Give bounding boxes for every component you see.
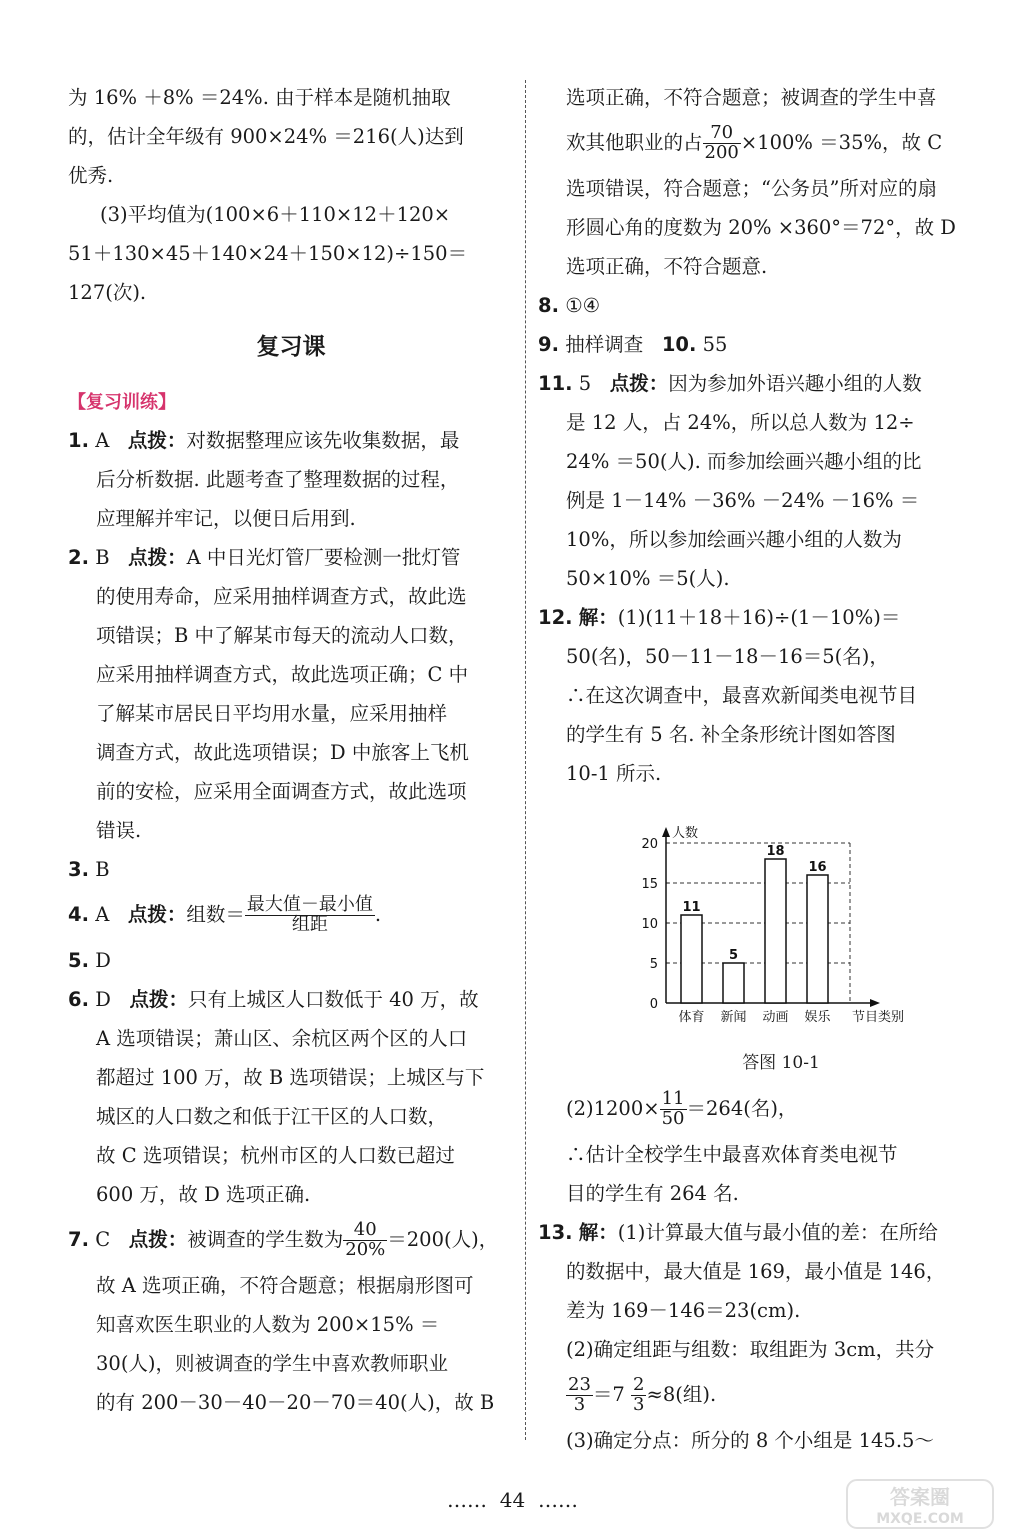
text-line: ∴在这次调查中，最喜欢新闻类电视节目 [566, 684, 918, 707]
text-line: 为 16% ＋8% ＝24%. 由于样本是随机抽取 [68, 86, 451, 109]
text-line: 10-1 所示. [566, 762, 662, 785]
page-number: 44 [499, 1488, 526, 1512]
fraction: $\frac{2}{3}$ [633, 1374, 645, 1415]
review-tag: 【复习训练】 [68, 392, 176, 413]
section-title: 复习课 [256, 334, 326, 360]
answer-5: 5. D [68, 949, 111, 972]
bar [723, 963, 744, 1003]
data-label: 16 [808, 860, 827, 875]
text-line: (3)平均值为(100×6＋110×12＋120× [100, 203, 451, 226]
text-line: (2)1200× $\frac{11}{50}$ ＝264(名)， [566, 1088, 798, 1129]
text-line: A 选项错误；萧山区、余杭区两个区的人口 [96, 1027, 468, 1050]
answer-3: 3. B [68, 858, 110, 881]
x-tick-label: 娱乐 [804, 1010, 831, 1025]
y-tick-label: 20 [641, 837, 658, 852]
fraction: $\frac{\text{最大值－最小值}}{\text{组距}}$ [246, 894, 373, 935]
data-label: 11 [682, 900, 701, 915]
chart-caption: 答图 10-1 [742, 1053, 820, 1073]
answer-9-10: 9. 抽样调查 10. 55 [538, 333, 728, 356]
answer-4: 4. A 点拨：组数＝ $\frac{\text{最大值－最小值}}{\text{组距}}$ . [68, 894, 382, 935]
text-line: 故 A 选项正确，不符合题意；根据扇形图可 [96, 1274, 474, 1297]
text-line: 的数据中，最大值是 169，最小值是 146， [566, 1260, 946, 1283]
text-line: 50(名)，50－11－18－16＝5(名)， [566, 645, 889, 668]
fraction: $\frac{70}{200}$ [704, 122, 739, 163]
y-tick-label: 10 [641, 917, 658, 932]
text-line: 应理解并牢记，以便日后用到. [96, 507, 356, 530]
text-line: 形圆心角的度数为 20% ×360°＝72°，故 D [566, 216, 956, 239]
bar [765, 859, 786, 1003]
watermark-logo [845, 1478, 995, 1530]
answer-12: 12. 解：(1)(11＋18＋16)÷(1－10%)＝ [538, 606, 901, 629]
y-tick-label: 15 [641, 877, 658, 892]
text-line: 51＋130×45＋140×24＋150×12)÷150＝ [68, 242, 468, 265]
text-line: 的学生有 5 名. 补全条形统计图如答图 [566, 723, 896, 746]
answer-11: 11. 5 点拨：因为参加外语兴趣小组的人数 [538, 372, 922, 395]
text-line: 是 12 人，占 24%，所以总人数为 12÷ [566, 411, 915, 434]
text-line: 应采用抽样调查方式，故此选项正确；C 中 [96, 663, 469, 686]
text-line: (2)确定组距与组数：取组距为 3cm，共分 [566, 1338, 935, 1361]
text-line: 了解某市居民日平均用水量，应采用抽样 [96, 702, 448, 725]
text-line: ∴估计全校学生中最喜欢体育类电视节 [566, 1143, 898, 1166]
text-line: 600 万，故 D 选项正确. [96, 1183, 311, 1206]
text-line: 选项正确，不符合题意. [566, 255, 768, 278]
right-column [538, 78, 984, 1460]
answer-8: 8. ①④ [538, 294, 601, 317]
text-line: 127(次). [68, 281, 147, 304]
text-line: 前的安检，应采用全面调查方式，故此选项 [96, 780, 467, 803]
answer-1: 1. A 点拨：对数据整理应该先收集数据，最 [68, 429, 460, 452]
bar [807, 875, 828, 1003]
text-line: 错误. [96, 819, 142, 842]
answer-2: 2. B 点拨：A 中日光灯管厂要检测一批灯管 [68, 546, 461, 569]
page-footer: …… 44 …… [447, 1488, 578, 1512]
text-line: 项错误；B 中了解某市每天的流动人口数， [96, 624, 468, 647]
text-line: 知喜欢医生职业的人数为 200×15% ＝ [96, 1313, 440, 1336]
fraction: $\frac{11}{50}$ [661, 1088, 685, 1129]
text-line: (3)确定分点：所分的 8 个小组是 145.5～ [566, 1429, 934, 1452]
text-line: 后分析数据. 此题考查了整理数据的过程， [96, 468, 460, 491]
text-line: 的有 200－30－40－20－70＝40(人)，故 B [96, 1391, 495, 1414]
text-line: 例是 1－14% －36% －24% －16% ＝ [566, 489, 920, 512]
bar [681, 915, 702, 1003]
text-line: 的使用寿命，应采用抽样调查方式，故此选 [96, 585, 467, 608]
y-axis-arrow [662, 827, 670, 837]
data-label: 18 [766, 844, 785, 859]
watermark-url: MXQE.COM [876, 1511, 964, 1527]
x-axis-label: 节目类别 [851, 1010, 905, 1025]
answer-7: 7. C 点拨：被调查的学生数为 $\frac{40}{20\%}$ ＝200(人)， [68, 1219, 499, 1260]
text-line: 差为 169－146＝23(cm). [566, 1299, 801, 1322]
text-line: $\frac{23}{3}$ ＝7 $\frac{2}{3}$ ≈8(组). [568, 1374, 717, 1415]
text-line: 10%，所以参加绘画兴趣小组的人数为 [566, 528, 902, 551]
left-column [68, 78, 514, 1422]
text-line: 50×10% ＝5(人). [566, 567, 730, 590]
x-tick-label: 新闻 [720, 1010, 747, 1025]
text-line: 的，估计全年级有 900×24% ＝216(人)达到 [68, 125, 464, 148]
text-line: 目的学生有 264 名. [566, 1182, 739, 1205]
text-line: 都超过 100 万，故 B 选项错误；上城区与下 [96, 1066, 485, 1089]
data-label: 5 [728, 948, 739, 963]
text-line: 欢其他职业的占 $\frac{70}{200}$ ×100% ＝35%，故 C [566, 122, 943, 163]
x-tick-label: 动画 [762, 1010, 789, 1025]
text-line: 优秀. [68, 164, 114, 187]
text-line: 选项错误，符合题意；“公务员”所对应的扇 [566, 177, 937, 200]
x-tick-label: 体育 [678, 1010, 705, 1025]
text-line: 城区的人口数之和低于江干区的人口数， [96, 1105, 448, 1128]
x-axis-arrow [870, 999, 880, 1007]
y-axis-label: 人数 [672, 826, 699, 841]
bar-chart [538, 793, 984, 1043]
text-line: 故 C 选项错误；杭州市区的人口数已超过 [96, 1144, 455, 1167]
y-tick-label: 0 [649, 997, 658, 1012]
watermark-svg [845, 1478, 995, 1530]
bar-chart-svg [538, 793, 984, 1043]
fraction: $\frac{40}{20\%}$ [345, 1219, 386, 1260]
answer-6: 6. D 点拨：只有上城区人口数低于 40 万，故 [68, 988, 479, 1011]
answer-13: 13. 解：(1)计算最大值与最小值的差：在所给 [538, 1221, 938, 1244]
y-tick-label: 5 [649, 957, 658, 972]
text-line: 调查方式，故此选项错误；D 中旅客上飞机 [96, 741, 469, 764]
column-divider [525, 80, 526, 1440]
text-line: 选项正确，不符合题意；被调查的学生中喜 [566, 86, 937, 109]
text-line: 30(人)，则被调查的学生中喜欢教师职业 [96, 1352, 449, 1375]
watermark-text: 答案圈 [890, 1485, 950, 1509]
section-tag [68, 382, 514, 421]
fraction: $\frac{23}{3}$ [568, 1374, 591, 1415]
text-line: 24% ＝50(人). 而参加绘画兴趣小组的比 [566, 450, 922, 473]
